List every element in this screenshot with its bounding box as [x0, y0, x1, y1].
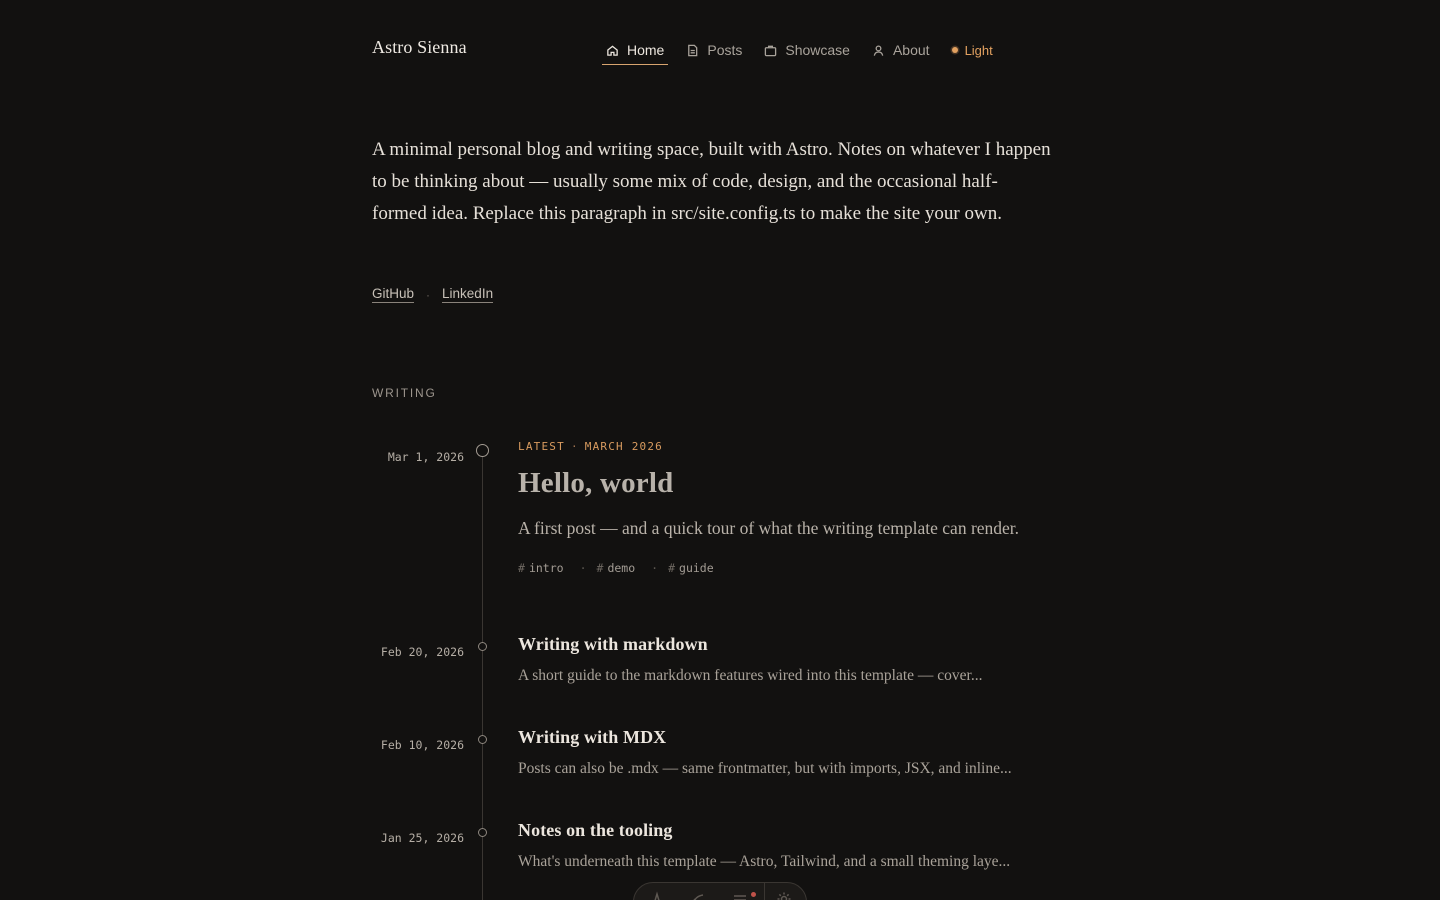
post-date: Mar 1, 2026: [387, 450, 464, 464]
tag-separator: ·: [651, 561, 659, 575]
toolbar-divider: [764, 883, 765, 900]
nav-showcase[interactable]: [764, 36, 850, 64]
post-title[interactable]: Hello, world: [518, 467, 674, 499]
post-kicker: [518, 440, 1078, 453]
link-separator: ·: [426, 287, 431, 302]
post-tags: [518, 561, 1078, 575]
settings-icon[interactable]: [776, 891, 792, 900]
sun-icon: [952, 47, 958, 53]
document-icon: [686, 44, 699, 57]
linkedin-link[interactable]: LinkedIn: [442, 286, 494, 301]
theme-toggle[interactable]: [952, 36, 993, 64]
nav-about-label: About: [892, 42, 930, 58]
post-description: A short guide to the markdown features wired into this template — cover...: [518, 667, 983, 684]
post-title[interactable]: Notes on the tooling: [518, 820, 673, 840]
post-title[interactable]: Writing with markdown: [518, 634, 708, 654]
nav-home[interactable]: [606, 36, 664, 64]
nav-posts-label: Posts: [707, 42, 743, 58]
nav-about[interactable]: [872, 36, 930, 64]
timeline-dot: [478, 642, 487, 651]
kicker-separator: ·: [570, 440, 579, 453]
site-brand[interactable]: Astro Sienna: [372, 37, 467, 57]
timeline-dot: [478, 828, 487, 837]
main-nav: [606, 36, 993, 64]
site-header: [372, 36, 1068, 64]
notification-badge: [751, 892, 756, 897]
briefcase-icon: [764, 44, 777, 57]
user-icon: [872, 44, 885, 57]
nav-home-label: Home: [627, 42, 665, 58]
kicker-latest: LATEST: [518, 440, 565, 453]
timeline-dot: [476, 444, 489, 457]
audit-icon[interactable]: [690, 891, 706, 900]
kicker-month: MARCH 2026: [584, 440, 663, 453]
timeline-dot: [478, 735, 487, 744]
github-link[interactable]: GitHub: [372, 286, 415, 301]
social-links: [372, 286, 493, 303]
post-title[interactable]: Writing with MDX: [518, 727, 667, 747]
tag-intro[interactable]: # intro: [518, 561, 564, 575]
post-description: What's underneath this template — Astro, Tailwind, and a small theming laye...: [518, 853, 1011, 870]
dev-toolbar[interactable]: [633, 882, 807, 900]
intro-paragraph: A minimal personal blog and writing space, built with Astro. Notes on whatever I happen to be thinking about — usually some mix of code, design, and the occasional half-formed idea. Replace this paragraph in src/site.config.ts to make the site your own.: [372, 139, 1051, 224]
theme-toggle-label: Light: [964, 42, 993, 58]
home-icon: [606, 44, 619, 57]
post-date: Jan 25, 2026: [380, 831, 464, 845]
writing-section-label: WRITING: [372, 386, 437, 400]
post-description: Posts can also be .mdx — same frontmatter, but with imports, JSX, and inline...: [518, 760, 1012, 777]
post-date: Feb 10, 2026: [380, 738, 464, 752]
tag-guide[interactable]: # guide: [668, 561, 714, 575]
post-description: A first post — and a quick tour of what the writing template can render.: [518, 518, 1020, 538]
post-date: Feb 20, 2026: [380, 645, 464, 659]
menu-icon[interactable]: [732, 891, 748, 900]
nav-posts[interactable]: [686, 36, 742, 64]
astro-icon[interactable]: [649, 891, 665, 900]
tag-demo[interactable]: # demo: [596, 561, 636, 575]
nav-showcase-label: Showcase: [785, 42, 850, 58]
tag-separator: ·: [579, 561, 587, 575]
